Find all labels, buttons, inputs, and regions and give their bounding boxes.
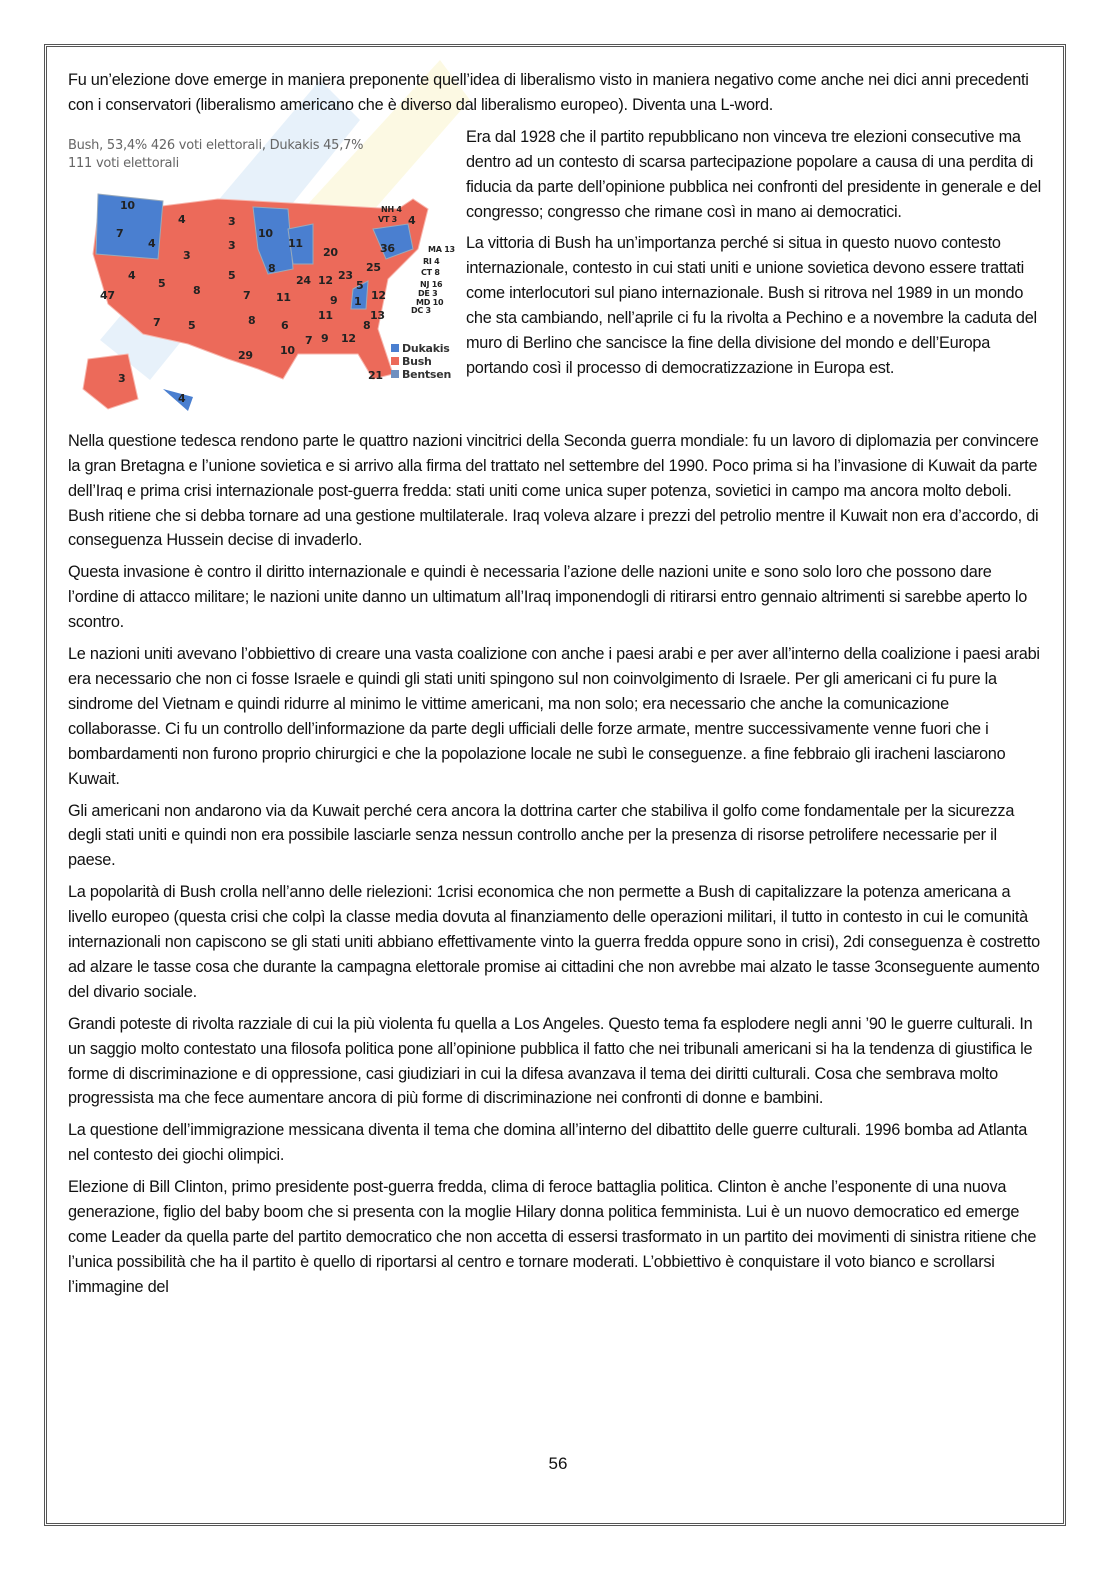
- svg-text:8: 8: [363, 318, 371, 332]
- svg-text:7: 7: [305, 333, 313, 347]
- svg-text:10: 10: [280, 343, 295, 357]
- svg-text:8: 8: [268, 261, 276, 275]
- paragraph: Fu un’elezione dove emerge in maniera preponente quell’idea di liberalismo visto in maniera negativo come anche nei dici anni precedenti con i conservatori (liberalismo americano che è diverso dal liberalismo europeo). Diventa una L-word.: [68, 71, 1029, 114]
- svg-text:3: 3: [118, 371, 126, 385]
- svg-text:21: 21: [368, 368, 383, 382]
- svg-text:9: 9: [330, 293, 338, 307]
- svg-text:47: 47: [100, 288, 115, 302]
- page-number: 56: [548, 1454, 568, 1473]
- svg-text:1: 1: [354, 294, 362, 308]
- svg-text:13: 13: [370, 308, 385, 322]
- svg-text:5: 5: [188, 318, 196, 332]
- paragraph: La questione dell’immigrazione messicana diventa il tema che domina all’interno del dibattito delle guerre culturali. 1996 bomba ad Atlanta nel contesto dei giochi olimpici.: [68, 1121, 1027, 1165]
- map-legend: [391, 342, 451, 381]
- svg-text:11: 11: [276, 290, 291, 304]
- svg-text:7: 7: [116, 226, 124, 240]
- svg-text:23: 23: [338, 268, 353, 282]
- svg-text:8: 8: [193, 283, 201, 297]
- svg-text:29: 29: [238, 348, 253, 362]
- svg-text:12: 12: [318, 273, 333, 287]
- svg-text:8: 8: [248, 313, 256, 327]
- paragraph: Nella questione tedesca rendono parte le quattro nazioni vincitrici della Seconda guerra mondiale: fu un lavoro di diplomazia per convincere la gran Bretagna e l’unione sovietica e si arrivo alla firma del trattato nel settembre del 1990. Poco prima si ha l’invasione di Kuwait da parte dell’Iraq e prima crisi internazionale post-guerra fredda: stati uniti come unica super potenza, sovietici in campo ma ancora molto deboli. Bush ritiene che si debba tornare ad una gestione multilaterale. Iraq voleva alzare i prezzi del petrolio mentre il Kuwait non era d’accordo, di conseguenza Hussein decise di invaderlo.: [68, 431, 1039, 550]
- svg-text:3: 3: [183, 248, 191, 262]
- svg-text:3: 3: [228, 238, 236, 252]
- svg-text:20: 20: [323, 245, 338, 259]
- svg-text:CT 8: CT 8: [421, 267, 440, 277]
- svg-text:10: 10: [258, 226, 273, 240]
- svg-text:Dukakis: Dukakis: [402, 341, 450, 355]
- svg-text:5: 5: [228, 268, 236, 282]
- svg-text:DE 3: DE 3: [418, 288, 438, 298]
- svg-text:NJ 16: NJ 16: [420, 279, 443, 289]
- svg-text:7: 7: [243, 288, 251, 302]
- paragraph: La vittoria di Bush ha un’importanza perché si situa in questo nuovo contesto internazionale, contesto in cui stati uniti e unione sovietica devono essere trattati come interlocutori sul piano internazionale. Bush si ritrova nel 1989 in un mondo che sta cambiando, nell’aprile ci fu la rivolta a Pechino e a novembre la caduta del muro di Berlino che sancisce la fine della divisione del mondo e dell’Europa portando così il processo di democratizzazione in Europa est.: [466, 234, 1037, 377]
- paragraph: Grandi poteste di rivolta razziale di cui la più violenta fu quella a Los Angeles. Questo tema fa esplodere negli anni ’90 le guerre culturali. In un saggio molto contestato una filosofa politica pone all’opinione pubblica il fatto che nei tribunali americani si ha la tendenza di giustifica le forme di discriminazione e di oppressione, casi giudiziari in cui la difesa avanzava il tema dei diritti culturali. Cosa che sembrava molto progressista ma che fece aumentare ancora di più forme di discriminazione nei confronti di donne e bambini.: [68, 1014, 1033, 1108]
- map-caption-line1: Bush, 53,4% 426 voti elettorali, Dukakis 45,7%: [68, 137, 364, 153]
- paragraph: Le nazioni uniti avevano l’obbiettivo di creare una vasta coalizione con anche i paesi arabi e per aver all’interno della coalizione i paesi arabi era necessario che non ci fosse Israele e quindi gli stati uniti spingono sul non coinvolgimento di Israele. Per gli americani ci fu pure la sindrome del Vietnam e quindi ridurre al minimo le vittime americani, ma non solo; era necessario che anche la comunicazione collaborasse. Ci fu un controllo dell’informazione da parte degli ufficiali delle forze armate, mentre successivamente venne fuori che i bombardamenti non furono proprio chirurgici e che la popolazione locale ne subì le conseguenze. a fine febbraio gli iracheni lasciarono Kuwait.: [68, 645, 1040, 788]
- paragraph: Gli americani non andarono via da Kuwait perché cera ancora la dottrina carter che stabiliva il golfo come fondamentale per la sicurezza degli stati uniti e quindi non era possibile lasciarle senza nessun controllo anche per la presenza di risorse petrolifere necessarie per il paese.: [68, 801, 1015, 870]
- paragraph: Era dal 1928 che il partito repubblicano non vinceva tre elezioni consecutive ma dentro ad un contesto di scarsa partecipazione popolare a causa di una perdita di fiducia da parte dell’opinione pubblica nei confronti del presidente in generale e del congresso; congresso che rimane così in mano ai democratici.: [466, 127, 1041, 221]
- svg-text:3: 3: [228, 214, 236, 228]
- svg-text:4: 4: [148, 236, 156, 250]
- svg-text:VT 3: VT 3: [378, 214, 397, 224]
- svg-text:RI 4: RI 4: [423, 256, 440, 266]
- paragraph: Questa invasione è contro il diritto internazionale e quindi è necessaria l’azione delle nazioni unite e sono solo loro che possono dare l’ordine di attacco militare; le nazioni unite danno un ultimatum all’Iraq imponendogli di ritirarsi entro gennaio altrimenti si sarebbe aperto lo scontro.: [68, 563, 1028, 632]
- svg-text:4: 4: [408, 213, 416, 227]
- svg-text:6: 6: [281, 318, 289, 332]
- document-body: [68, 68, 1042, 1307]
- svg-text:Bentsen: Bentsen: [402, 367, 452, 381]
- svg-text:MD 10: MD 10: [416, 297, 444, 307]
- svg-text:DC 3: DC 3: [411, 305, 431, 315]
- svg-text:12: 12: [371, 288, 386, 302]
- svg-text:11: 11: [288, 236, 303, 250]
- svg-text:5: 5: [356, 278, 364, 292]
- svg-text:25: 25: [366, 260, 381, 274]
- svg-text:NH 4: NH 4: [381, 204, 402, 214]
- svg-text:4: 4: [178, 212, 186, 226]
- paragraph: Elezione di Bill Clinton, primo presidente post-guerra fredda, clima di feroce battaglia politica. Clinton è anche l’esponente di una nuova generazione, figlio del baby boom che si presenta con la moglie Hilary donna politica femminista. Lui è un nuovo democratico ed emerge come Leader da quella parte del partito democratico che non accetta di essersi trasformato in un partito dei movimenti di sinistra ritiene che l’unica possibilità che ha il partito è quello di riportarsi al centro e tornare moderati. L’obbiettivo è conquistare il voto bianco e scrollarsi l’immagine del: [68, 1178, 1037, 1296]
- svg-text:10: 10: [120, 198, 135, 212]
- svg-text:12: 12: [341, 331, 356, 345]
- svg-text:11: 11: [318, 308, 333, 322]
- election-map-figure: [68, 129, 460, 429]
- svg-text:4: 4: [178, 391, 186, 405]
- svg-text:5: 5: [158, 276, 166, 290]
- paragraph: La popolarità di Bush crolla nell’anno delle rielezioni: 1crisi economica che non permette a Bush di capitalizzare la potenza americana a livello europeo (questa crisi che colpì la classe media dovuta al finanziamento delle operazioni militari, il tutto in contesto in cui le comunità internazionali non capiscono se gli stati uniti abbiano effettivamente vinto la guerra fredda oppure sono in crisi), 2di conseguenza è costretto ad alzare le tasse cosa che durante la campagna elettorale promise ai cittadini che non avrebbe mai alzato le tasse 3conseguente aumento del divario sociale.: [68, 883, 1040, 1001]
- svg-text:24: 24: [296, 273, 311, 287]
- svg-text:4: 4: [128, 268, 136, 282]
- svg-text:Bush: Bush: [402, 354, 432, 368]
- svg-text:MA 13: MA 13: [428, 244, 455, 254]
- map-caption-line2: 111 voti elettorali: [68, 155, 179, 171]
- svg-text:36: 36: [380, 241, 395, 255]
- svg-text:9: 9: [321, 331, 329, 345]
- svg-text:7: 7: [153, 315, 161, 329]
